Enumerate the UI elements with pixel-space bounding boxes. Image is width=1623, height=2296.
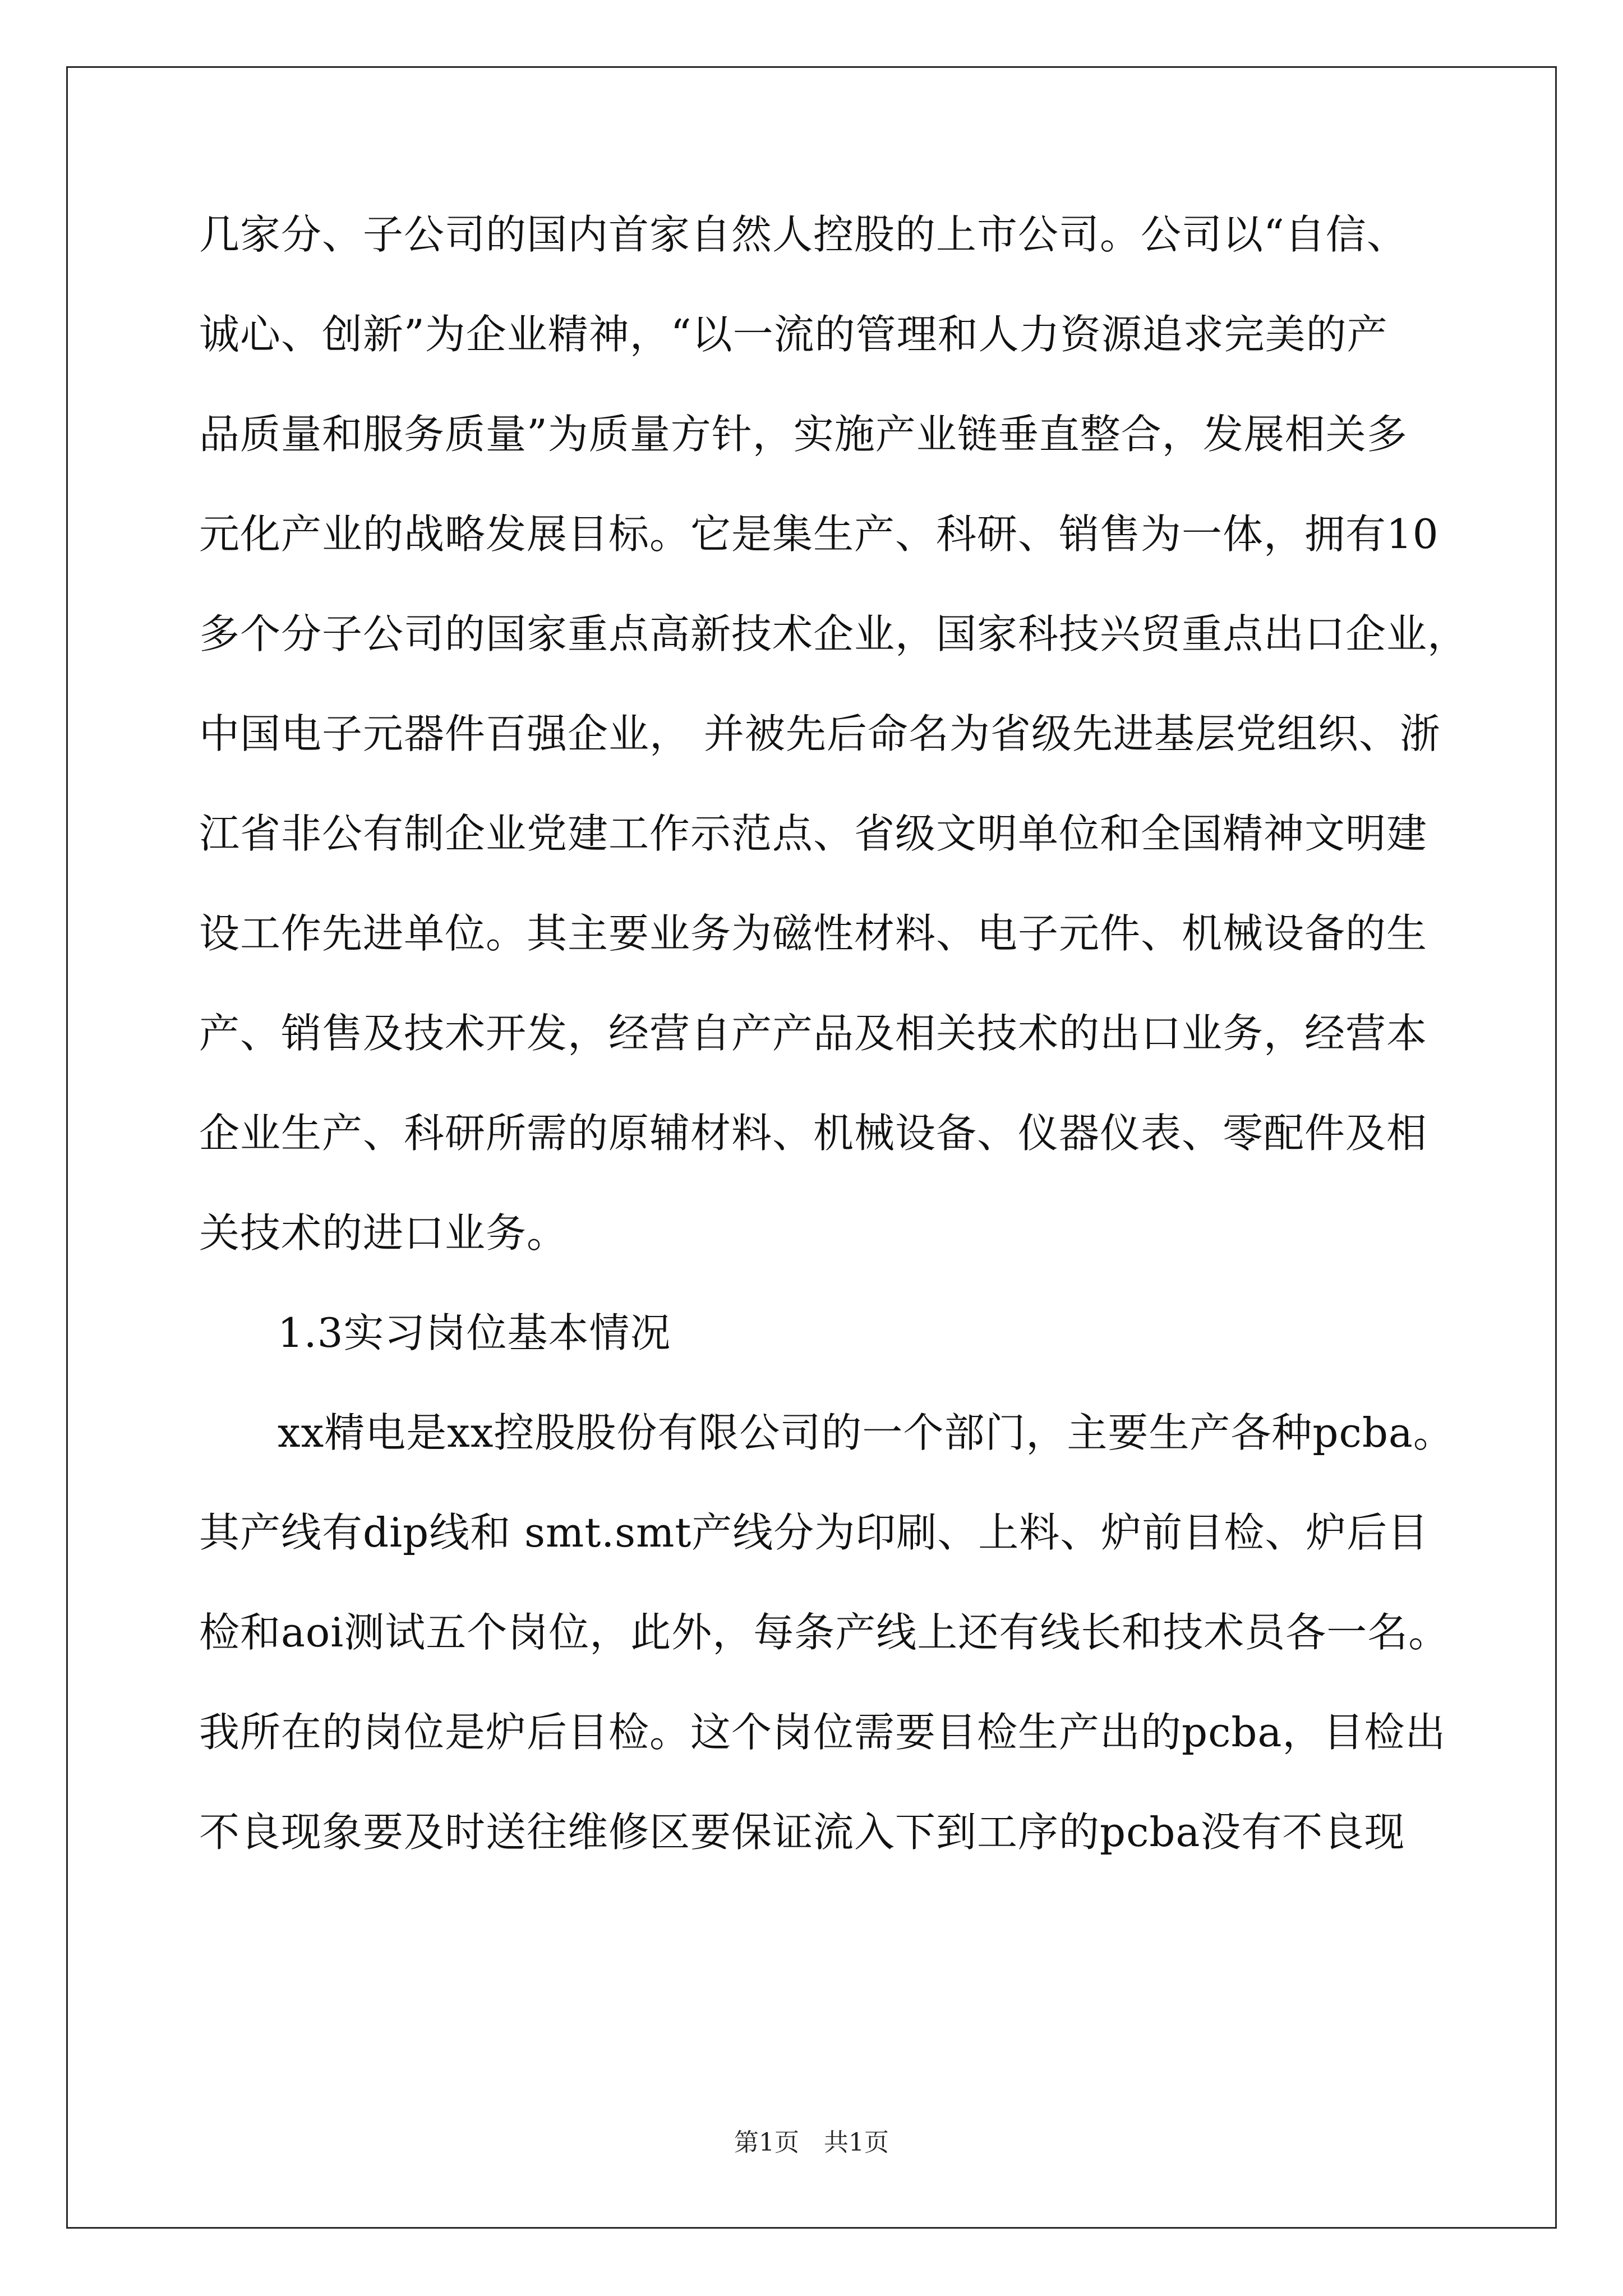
body-text-line: 设工作先进单位。其主要业务为磁性材料、电子元件、机械设备的生 xyxy=(199,910,1428,957)
body-text-line: 江省非公有制企业党建工作示范点、省级文明单位和全国精神文明建 xyxy=(199,810,1428,857)
section-heading: 1.3实习岗位基本情况 xyxy=(278,1309,671,1356)
page-footer: 第1页 共1页 xyxy=(734,2128,889,2157)
body-text-line: 几家分、子公司的国内首家自然人控股的上市公司。公司以“自信、 xyxy=(199,211,1408,258)
body-text-line: 元化产业的战略发展目标。它是集生产、科研、销售为一体，拥有10 xyxy=(199,510,1439,558)
body-text-line: 检和aoi测试五个岗位，此外，每条产线上还有线长和技术员各一名。 xyxy=(199,1609,1450,1656)
body-text-line: 我所在的岗位是炉后目检。这个岗位需要目检生产出的pcba，目检出 xyxy=(199,1709,1446,1756)
body-text-line: 产、销售及技术开发，经营自产产品及相关技术的出口业务，经营本 xyxy=(199,1010,1428,1057)
body-text-line: 关技术的进口业务。 xyxy=(199,1209,568,1257)
body-text-line: 不良现象要及时送往维修区要保证流入下到工序的pcba没有不良现 xyxy=(199,1809,1405,1856)
body-text-line: 诚心、创新”为企业精神，“以一流的管理和人力资源追求完美的产 xyxy=(199,311,1388,358)
body-text-line: 品质量和服务质量”为质量方针，实施产业链垂直整合，发展相关多 xyxy=(199,411,1408,458)
body-text-line: 其产线有dip线和 smt.smt产线分为印刷、上料、炉前目检、炉后目 xyxy=(199,1509,1429,1556)
body-text-line: 多个分子公司的国家重点高新技术企业，国家科技兴贸重点出口企业， xyxy=(199,610,1469,657)
body-text-line: 企业生产、科研所需的原辅材料、机械设备、仪器仪表、零配件及相 xyxy=(199,1110,1428,1157)
body-text-line: xx精电是xx控股股份有限公司的一个部门，主要生产各种pcba。 xyxy=(278,1409,1454,1456)
body-text-line: 中国电子元器件百强企业， 并被先后命名为省级先进基层党组织、浙 xyxy=(199,710,1441,757)
